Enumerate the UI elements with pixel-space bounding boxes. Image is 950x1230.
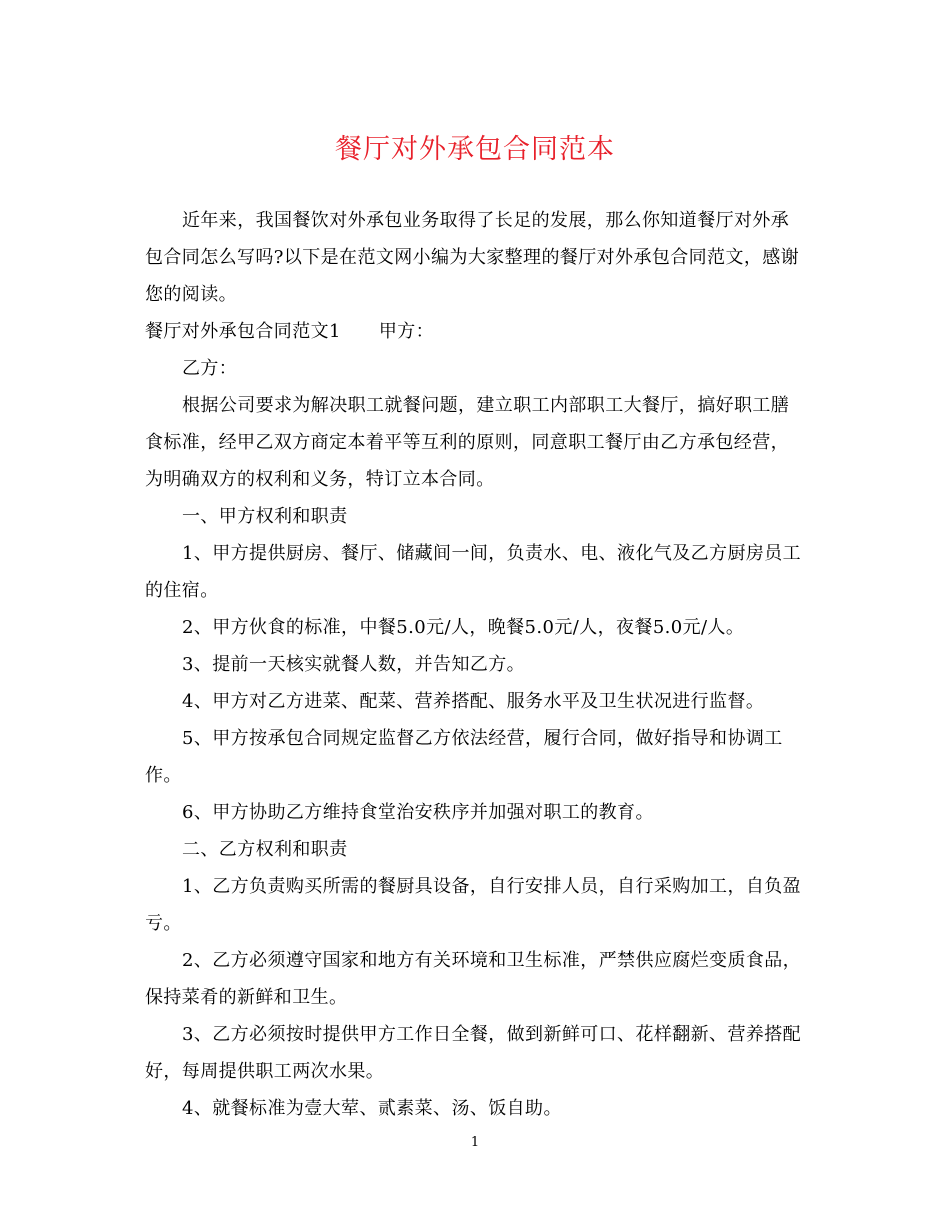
clause-line: 保持菜肴的新鲜和卫生。	[145, 987, 348, 1008]
clause-item	[145, 868, 817, 942]
preamble-paragraph	[145, 387, 817, 498]
clause-line: 4、就餐标准为壹大荤、贰素菜、汤、饭自助。	[182, 1098, 562, 1119]
intro-paragraph	[145, 202, 817, 313]
clause-item	[145, 942, 817, 1016]
clause-line: 1、乙方负责购买所需的餐厨具设备，自行安排人员，自行采购加工，自负盈	[182, 876, 802, 897]
paragraph-line: 近年来，我国餐饮对外承包业务取得了长足的发展，那么你知道餐厅对外承	[182, 210, 790, 231]
sample-heading-line	[145, 313, 817, 350]
paragraph-line: 为明确双方的权利和义务，特订立本合同。	[145, 469, 495, 490]
clause-line: 3、提前一天核实就餐人数，并告知乙方。	[182, 654, 526, 675]
clause-line: 3、乙方必须按时提供甲方工作日全餐，做到新鲜可口、花样翻新、营养搭配	[182, 1024, 802, 1045]
clause-line: 1、甲方提供厨房、餐厅、储藏间一间，负责水、电、液化气及乙方厨房员工	[182, 543, 802, 564]
clause-line: 5、甲方按承包合同规定监督乙方依法经营，履行合同，做好指导和协调工	[182, 728, 783, 749]
document-body	[145, 202, 817, 1127]
clause-item	[145, 1016, 817, 1090]
page-number: 1	[470, 1135, 480, 1150]
clause-line: 作。	[145, 765, 182, 786]
clause-item	[145, 720, 817, 794]
party-a-label: 甲方：	[378, 321, 435, 342]
party-b-label: 乙方：	[182, 358, 238, 379]
clause-line: 2、乙方必须遵守国家和地方有关环境和卫生标准，严禁供应腐烂变质食品，	[182, 950, 802, 971]
clause-line: 4、甲方对乙方进菜、配菜、营养搭配、服务水平及卫生状况进行监督。	[182, 691, 765, 712]
clause-item	[145, 1090, 817, 1127]
spacer	[341, 313, 379, 350]
clause-line: 6、甲方协助乙方维持食堂治安秩序并加强对职工的教育。	[182, 802, 654, 823]
paragraph-line: 根据公司要求为解决职工就餐问题，建立职工内部职工大餐厅，搞好职工膳	[182, 395, 790, 416]
clause-item	[145, 646, 817, 683]
clause-item	[145, 683, 817, 720]
clause-item	[145, 609, 817, 646]
paragraph-line: 包合同怎么写吗?以下是在范文网小编为大家整理的餐厅对外承包合同范文，感谢	[145, 247, 800, 268]
document-title: 餐厅对外承包合同范本	[335, 134, 615, 165]
clause-line: 好，每周提供职工两次水果。	[145, 1061, 385, 1082]
section-title-party-b: 二、乙方权利和职责	[182, 839, 348, 860]
clause-line: 的住宿。	[145, 580, 219, 601]
clause-item	[145, 535, 817, 609]
clause-line: 2、甲方伙食的标准，中餐5.0元/人，晚餐5.0元/人，夜餐5.0元/人。	[182, 617, 745, 638]
clause-line: 亏。	[145, 913, 182, 934]
clause-item	[145, 794, 817, 831]
paragraph-line: 您的阅读。	[145, 284, 237, 305]
sample-heading: 餐厅对外承包合同范文1	[145, 321, 341, 342]
paragraph-line: 食标准，经甲乙双方商定本着平等互利的原则，同意职工餐厅由乙方承包经营，	[145, 432, 789, 453]
section-title-party-a: 一、甲方权利和职责	[182, 506, 348, 527]
